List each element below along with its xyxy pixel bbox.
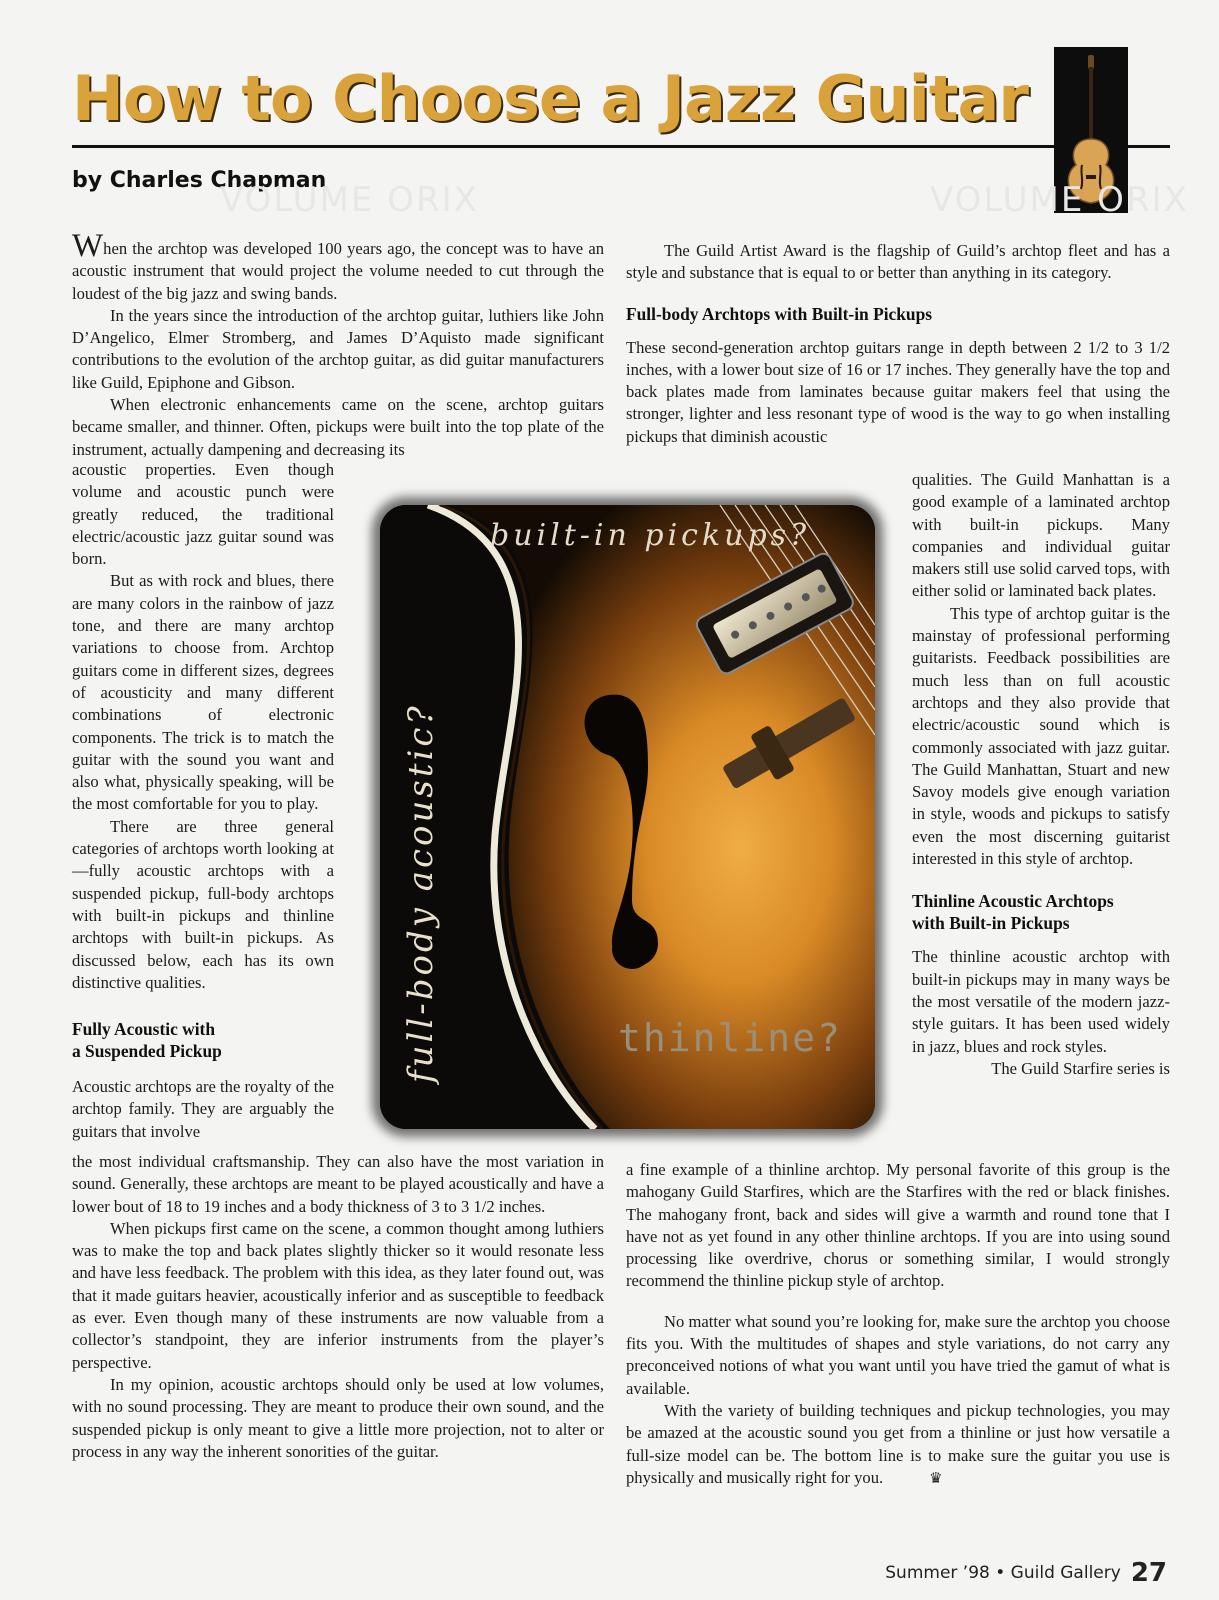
paragraph: With the variety of building techniques and pickup technologies, you may be amazed at the acoustic sound you get from a thinline or just how versatile a full-size model can be. The bottom line is to make sure the guitar you use is physically and musically right for you. ♛ — [626, 1400, 1170, 1490]
issue-label: Summer ’98 • Guild Gallery — [885, 1563, 1121, 1583]
article-title: How to Choose a Jazz Guitar — [72, 62, 1028, 135]
paragraph: The Guild Artist Award is the flagship of Guild’s archtop fleet and has a style and substance that is equal to or better than anything in its category. — [626, 241, 1170, 283]
paragraph: When electronic enhancements came on the scene, archtop guitars became smaller, and thinner. Often, pickups were built into the top plate of the instrument, actually dampening and decreasing its — [72, 395, 604, 459]
section-heading-fully-acoustic: Fully Acoustic with a Suspended Pickup — [72, 1019, 222, 1062]
paragraph: qualities. The Guild Manhattan is a good example of a laminated archtop with built-in pickups. Many companies and individual guitar makers still use solid carved tops, with either solid or laminated back plates. — [912, 470, 1170, 601]
byline: by Charles Chapman — [72, 168, 327, 193]
col1-narrow — [72, 459, 334, 1143]
section-heading-full-body: Full-body Archtops with Built-in Pickups — [626, 303, 933, 324]
paragraph: Acoustic archtops are the royalty of the archtop family. They are arguably the guitars that involve — [72, 1077, 334, 1141]
title-rule — [72, 145, 1170, 148]
col2-narrow — [912, 469, 1170, 1080]
background-watermark: VOLUME ORIX — [930, 180, 1189, 220]
paragraph: There are three general categories of archtops worth looking at—fully acoustic archtops with a suspended pickup, full-body archtops with built-in pickups and thinline archtops with built-in pickups. As discussed below, each has its own distinctive qualities. — [72, 816, 334, 992]
col1-bottom — [72, 1151, 604, 1463]
paragraph: This type of archtop guitar is the mainstay of professional performing guitarists. Feedback possibilities are much less than on full acoustic archtops and they also provide that electric/acoustic sound which is commonly associated with jazz guitar. The Guild Manhattan, Stuart and new Savoy models give enough variation in style, woods and pickups to satisfy even the most discerning guitarist interested in this style of archtop. — [912, 603, 1170, 869]
paragraph: The thinline acoustic archtop with built-in pickups may in many ways be the most versatile of the modern jazz-style guitars. It has been used widely in jazz, blues and rock styles. — [912, 947, 1170, 1056]
paragraph: When the archtop was developed 100 years ago, the concept was to have an acoustic instrument that would project the volume needed to cut through the loudest of the big jazz and swing bands. — [72, 228, 604, 303]
background-watermark: VOLUME ORIX — [220, 180, 479, 220]
drop-cap: W — [72, 228, 104, 264]
page-number: 27 — [1130, 1558, 1167, 1588]
guild-crest-icon: ♛ — [929, 1470, 943, 1487]
paragraph: When pickups first came on the scene, a common thought among luthiers was to make the top and back plates slightly thicker so it would resonate less and have less feedback. The problem with this idea, as they later found out, was that it made guitars heavier, acoustically inferior and as susceptible to feedback as ever. Even though many of these instruments are now valuable from a collector’s standpoint, they are inferior instruments from the player’s perspective. — [72, 1218, 604, 1372]
guitar-feature-photo — [380, 505, 875, 1129]
photo-caption-fullbody: full-body acoustic? — [401, 703, 441, 1083]
paragraph: In the years since the introduction of the archtop guitar, luthiers like John D’Angelico, Elmer Stromberg, and James D’Aquisto made significant contributions to the evolution of the archtop guitar, as did guitar manufacturers like Guild, Epiphone and Gibson. — [72, 305, 604, 392]
paragraph: No matter what sound you’re looking for, make sure the archtop you choose fits you. With the multitudes of shapes and style variations, do not carry any preconceived notions of what you want until you have tried the gamut of what is available. — [626, 1311, 1170, 1398]
paragraph: These second-generation archtop guitars range in depth between 2 1/2 to 3 1/2 inches, with a lower bout size of 16 or 17 inches. They generally have the top and back plates made from laminates because guitar makers feel that using the stronger, lighter and less resonant type of wood is the way to go when installing pickups that diminish acoustic — [626, 337, 1170, 446]
photo-caption-thinline: thinline? — [618, 1016, 842, 1060]
paragraph: In my opinion, acoustic archtops should only be used at low volumes, with no sound processing. They are meant to produce their own sound, and the suspended pickup is only meant to give a little more projection, not to alter or process in any way the inherent sonorities of the guitar. — [72, 1374, 604, 1461]
section-heading-thinline: Thinline Acoustic Archtops with Built-in Pickups — [912, 891, 1114, 934]
paragraph: But as with rock and blues, there are many colors in the rainbow of jazz tone, and there are many archtop variations to choose from. Archtop guitars come in different sizes, degrees of acousticity and many different combinations of electronic components. The trick is to match the guitar with the sound you want and also what, physically speaking, will be the most comfortable for you to play. — [72, 571, 334, 814]
paragraph: The Guild Starfire series is — [991, 1058, 1170, 1078]
col2-top — [626, 240, 1170, 448]
paragraph: the most individual craftsmanship. They can also have the most variation in sound. Generally, these archtops are meant to be played acoustically and have a lower bout of 18 to 19 inches and a body thickness of 3 to 3 1/2 inches. — [72, 1152, 604, 1216]
paragraph: acoustic properties. Even though volume and acoustic punch were greatly reduced, the traditional electric/acoustic jazz guitar sound was born. — [72, 460, 334, 569]
col1-top — [72, 228, 604, 461]
photo-caption-builtin: built-in pickups? — [490, 518, 811, 553]
paragraph: a fine example of a thinline archtop. My personal favorite of this group is the mahogany Guild Starfires, which are the Starfires with the red or black finishes. The mahogany front, back and sides will give a warmth and round tone that I have not as yet found in any other thinline archtops. If you are into using sound processing like overdrive, chorus or something similar, I would strongly recommend the thinline pickup style of archtop. — [626, 1160, 1170, 1291]
page-footer — [885, 1558, 1167, 1588]
col2-bottom — [626, 1159, 1170, 1490]
